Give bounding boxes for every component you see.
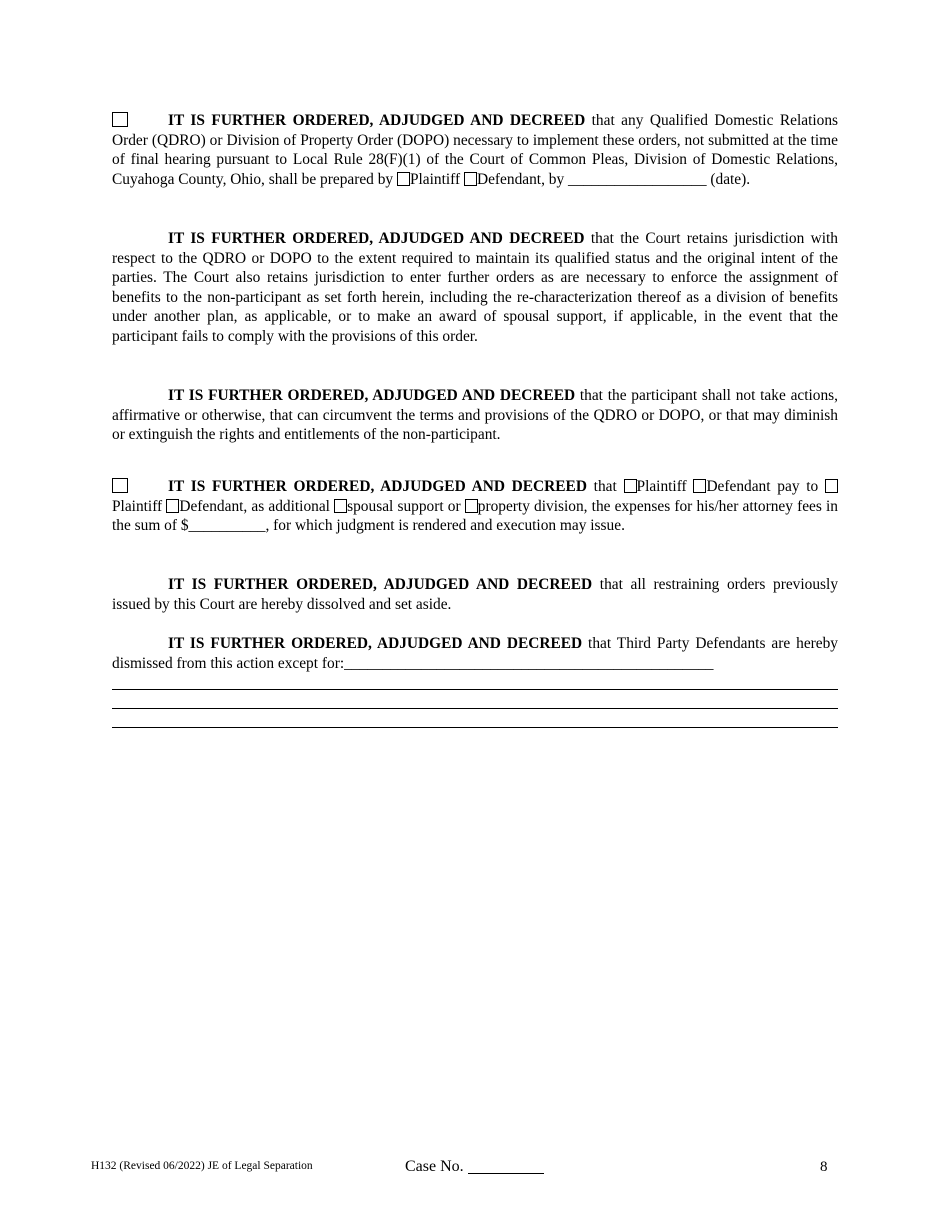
restraining-orders-paragraph <box>112 575 838 614</box>
fill-in-line[interactable] <box>112 727 838 728</box>
checkbox-label: Defendant, <box>476 170 545 188</box>
paragraph-text: that the Court retains jurisdiction with respect to the QDRO or DOPO to the extent required to maintain its qualified status and the original intent of the parties. The Court also retains jurisdiction to enter further orders as are necessary to enforce the assignment of benefits to the non-participant as set forth herein, including the re-characterization thereof as a division of benefits under another plan, as applicable, or to make an award of spousal support, if applicable, in the event that the participant fails to comply with the provisions of this order. <box>112 230 838 345</box>
paragraph-text: pay to <box>770 478 825 495</box>
payee-plaintiff-checkbox[interactable] <box>825 479 838 493</box>
decree-heading: IT IS FURTHER ORDERED, ADJUDGED AND DECREED <box>168 230 585 247</box>
checkbox-label: Defendant <box>706 478 771 495</box>
decree-heading: IT IS FURTHER ORDERED, ADJUDGED AND DECREED <box>168 576 593 593</box>
payer-defendant-checkbox[interactable] <box>693 479 706 493</box>
participant-restriction-paragraph <box>112 386 838 445</box>
attorney-fees-checkbox[interactable] <box>112 478 128 493</box>
qdro-preparation-checkbox[interactable] <box>112 112 128 127</box>
date-blank-text: by __________________ (date). <box>544 170 751 188</box>
paragraph-text: that Third Party Defendants are hereby dismissed from this action except for:________________________________________________ <box>112 635 838 672</box>
attorney-fees-paragraph <box>112 477 838 536</box>
payer-plaintiff-checkbox[interactable] <box>624 479 637 493</box>
jurisdiction-paragraph <box>112 229 838 347</box>
spousal-support-checkbox[interactable] <box>334 499 347 513</box>
paragraph-text: that <box>586 478 624 495</box>
decree-heading: IT IS FURTHER ORDERED, ADJUDGED AND DECREED <box>168 635 583 652</box>
qdro-plaintiff-checkbox[interactable] <box>397 172 410 186</box>
checkbox-label: Plaintiff <box>112 497 167 515</box>
paragraph-text: that the participant shall not take actions, affirmative or otherwise, that can circumvent the terms and provisions of the QDRO or DOPO, or that may diminish or extinguish the rights and entitlements of the non-participant. <box>112 387 839 444</box>
decree-heading: IT IS FURTHER ORDERED, ADJUDGED AND DECREED <box>168 478 587 495</box>
qdro-preparation-paragraph <box>112 111 838 189</box>
property-division-checkbox[interactable] <box>465 499 478 513</box>
page-number: 8 <box>820 1159 828 1175</box>
checkbox-label: spousal support or <box>347 497 465 515</box>
decree-heading: IT IS FURTHER ORDERED, ADJUDGED AND DECREED <box>168 112 586 129</box>
paragraph-text: that any Qualified Domestic Relations Order (QDRO) or Division of Property Order (DOPO) necessary to implement these orders, not submitted at the time of final hearing pursuant to Local Rule 28(F)(1) of the Court of Common Pleas, Division of Domestic Relations, Cuyahoga County, Ohio, shall be prepared by <box>112 112 839 188</box>
checkbox-label: property division, the expenses for his/her attorney fees in the sum of $__________, for which judgment is rendered and execution may issue. <box>112 497 838 535</box>
case-number <box>405 1157 544 1177</box>
paragraph-text: that all restraining orders previously issued by this Court are hereby dissolved and set aside. <box>112 576 839 613</box>
fill-in-line[interactable] <box>112 708 838 709</box>
case-no-label: Case No. <box>405 1158 464 1175</box>
qdro-defendant-checkbox[interactable] <box>464 172 477 186</box>
case-number-blank[interactable] <box>468 1159 544 1174</box>
form-identifier: H132 (Revised 06/2022) JE of Legal Separation <box>91 1160 313 1172</box>
fill-in-line[interactable] <box>112 689 838 690</box>
third-party-dismissal-paragraph <box>112 634 838 673</box>
checkbox-label: Plaintiff <box>636 478 694 495</box>
checkbox-label: Plaintiff <box>409 170 464 188</box>
payee-defendant-checkbox[interactable] <box>166 499 179 513</box>
checkbox-label: Defendant, as additional <box>179 497 335 515</box>
decree-heading: IT IS FURTHER ORDERED, ADJUDGED AND DECREED <box>168 387 576 404</box>
